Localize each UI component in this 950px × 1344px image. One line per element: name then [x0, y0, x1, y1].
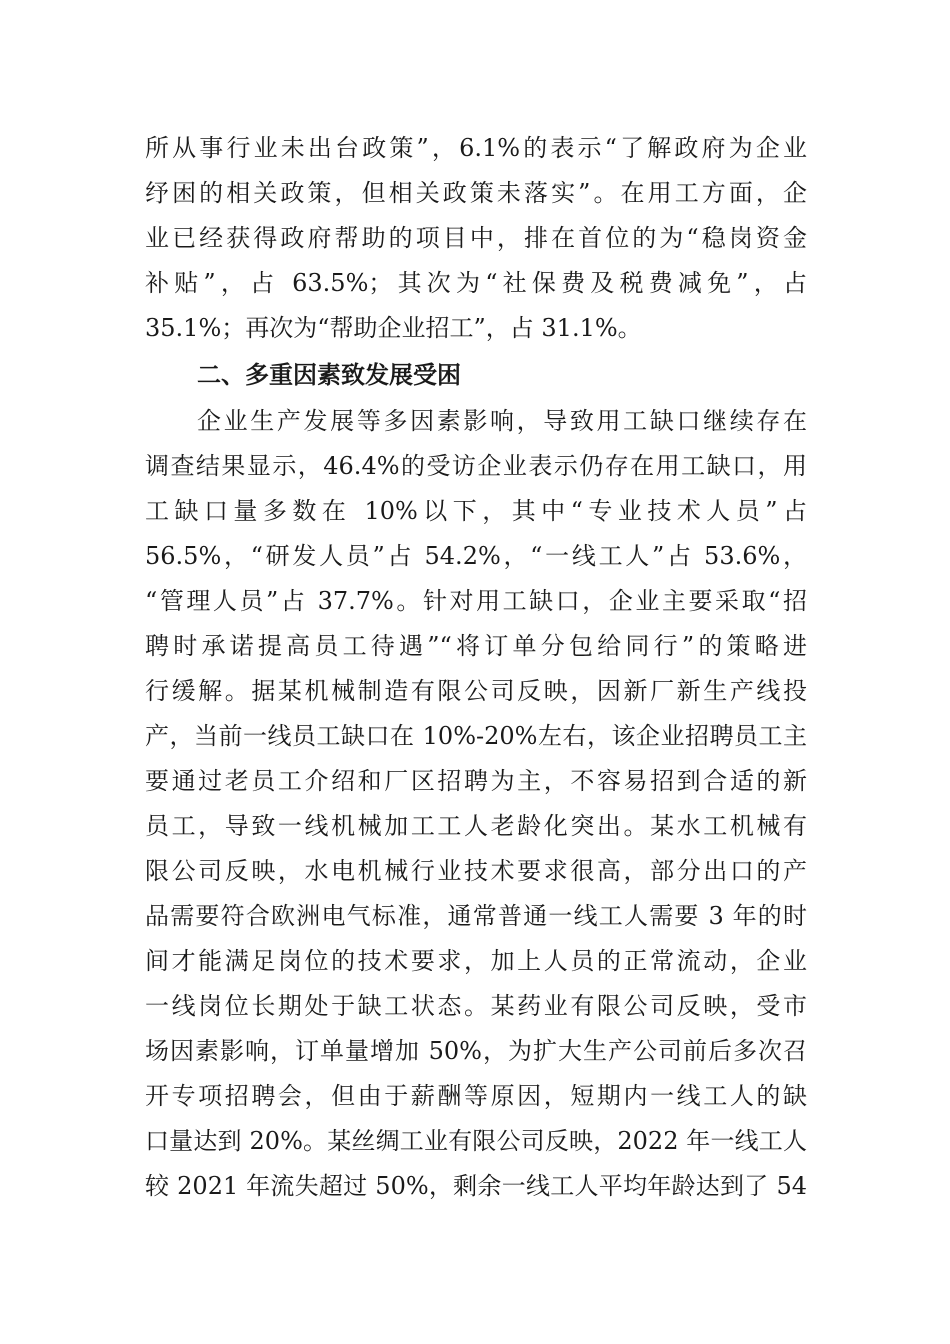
paragraph-labor-shortage	[145, 399, 807, 1209]
text-line: 行缓解。据某机械制造有限公司反映，因新厂新生产线投	[145, 677, 807, 705]
document-page	[145, 126, 807, 1209]
text-line: 品需要符合欧洲电气标准，通常普通一线工人需要 3 年的时	[145, 902, 807, 930]
paragraph-policy-support	[145, 126, 807, 351]
text-line: 补贴”，占 63.5%；其次为“社保费及税费减免”，占	[145, 269, 807, 297]
text-line: “管理人员”占 37.7%。针对用工缺口，企业主要采取“招	[145, 587, 807, 615]
text-line: 间才能满足岗位的技术要求，加上人员的正常流动，企业	[145, 947, 807, 975]
text-line: 35.1%；再次为“帮助企业招工”，占 31.1%。	[145, 314, 642, 342]
text-line: 一线岗位长期处于缺工状态。某药业有限公司反映，受市	[145, 992, 807, 1020]
text-line: 纾困的相关政策，但相关政策未落实”。在用工方面，企	[145, 179, 807, 207]
text-line: 要通过老员工介绍和厂区招聘为主，不容易招到合适的新	[145, 767, 807, 795]
text-line: 产，当前一线员工缺口在 10%-20%左右，该企业招聘员工主	[145, 722, 807, 750]
text-line: 口量达到 20%。某丝绸工业有限公司反映，2022 年一线工人	[145, 1127, 807, 1155]
text-line: 56.5%，“研发人员”占 54.2%，“一线工人”占 53.6%，	[145, 542, 807, 570]
text-line: 开专项招聘会，但由于薪酬等原因，短期内一线工人的缺	[145, 1082, 807, 1110]
text-line: 聘时承诺提高员工待遇”“将订单分包给同行”的策略进	[145, 632, 807, 660]
text-line: 业已经获得政府帮助的项目中，排在首位的为“稳岗资金	[145, 224, 807, 252]
text-line: 工缺口量多数在 10%以下，其中“专业技术人员”占	[145, 497, 807, 525]
text-line: 员工，导致一线机械加工工人老龄化突出。某水工机械有	[145, 812, 807, 840]
section-heading: 二、多重因素致发展受困	[197, 361, 461, 389]
text-line: 企业生产发展等多因素影响，导致用工缺口继续存在	[197, 407, 807, 435]
text-line: 所从事行业未出台政策”，6.1%的表示“了解政府为企业	[145, 134, 807, 162]
text-line: 较 2021 年流失超过 50%，剩余一线工人平均年龄达到了 54	[145, 1172, 807, 1200]
text-line: 限公司反映，水电机械行业技术要求很高，部分出口的产	[145, 857, 807, 885]
text-line: 调查结果显示，46.4%的受访企业表示仍存在用工缺口，用	[145, 452, 807, 480]
text-line: 场因素影响，订单量增加 50%，为扩大生产公司前后多次召	[145, 1037, 807, 1065]
